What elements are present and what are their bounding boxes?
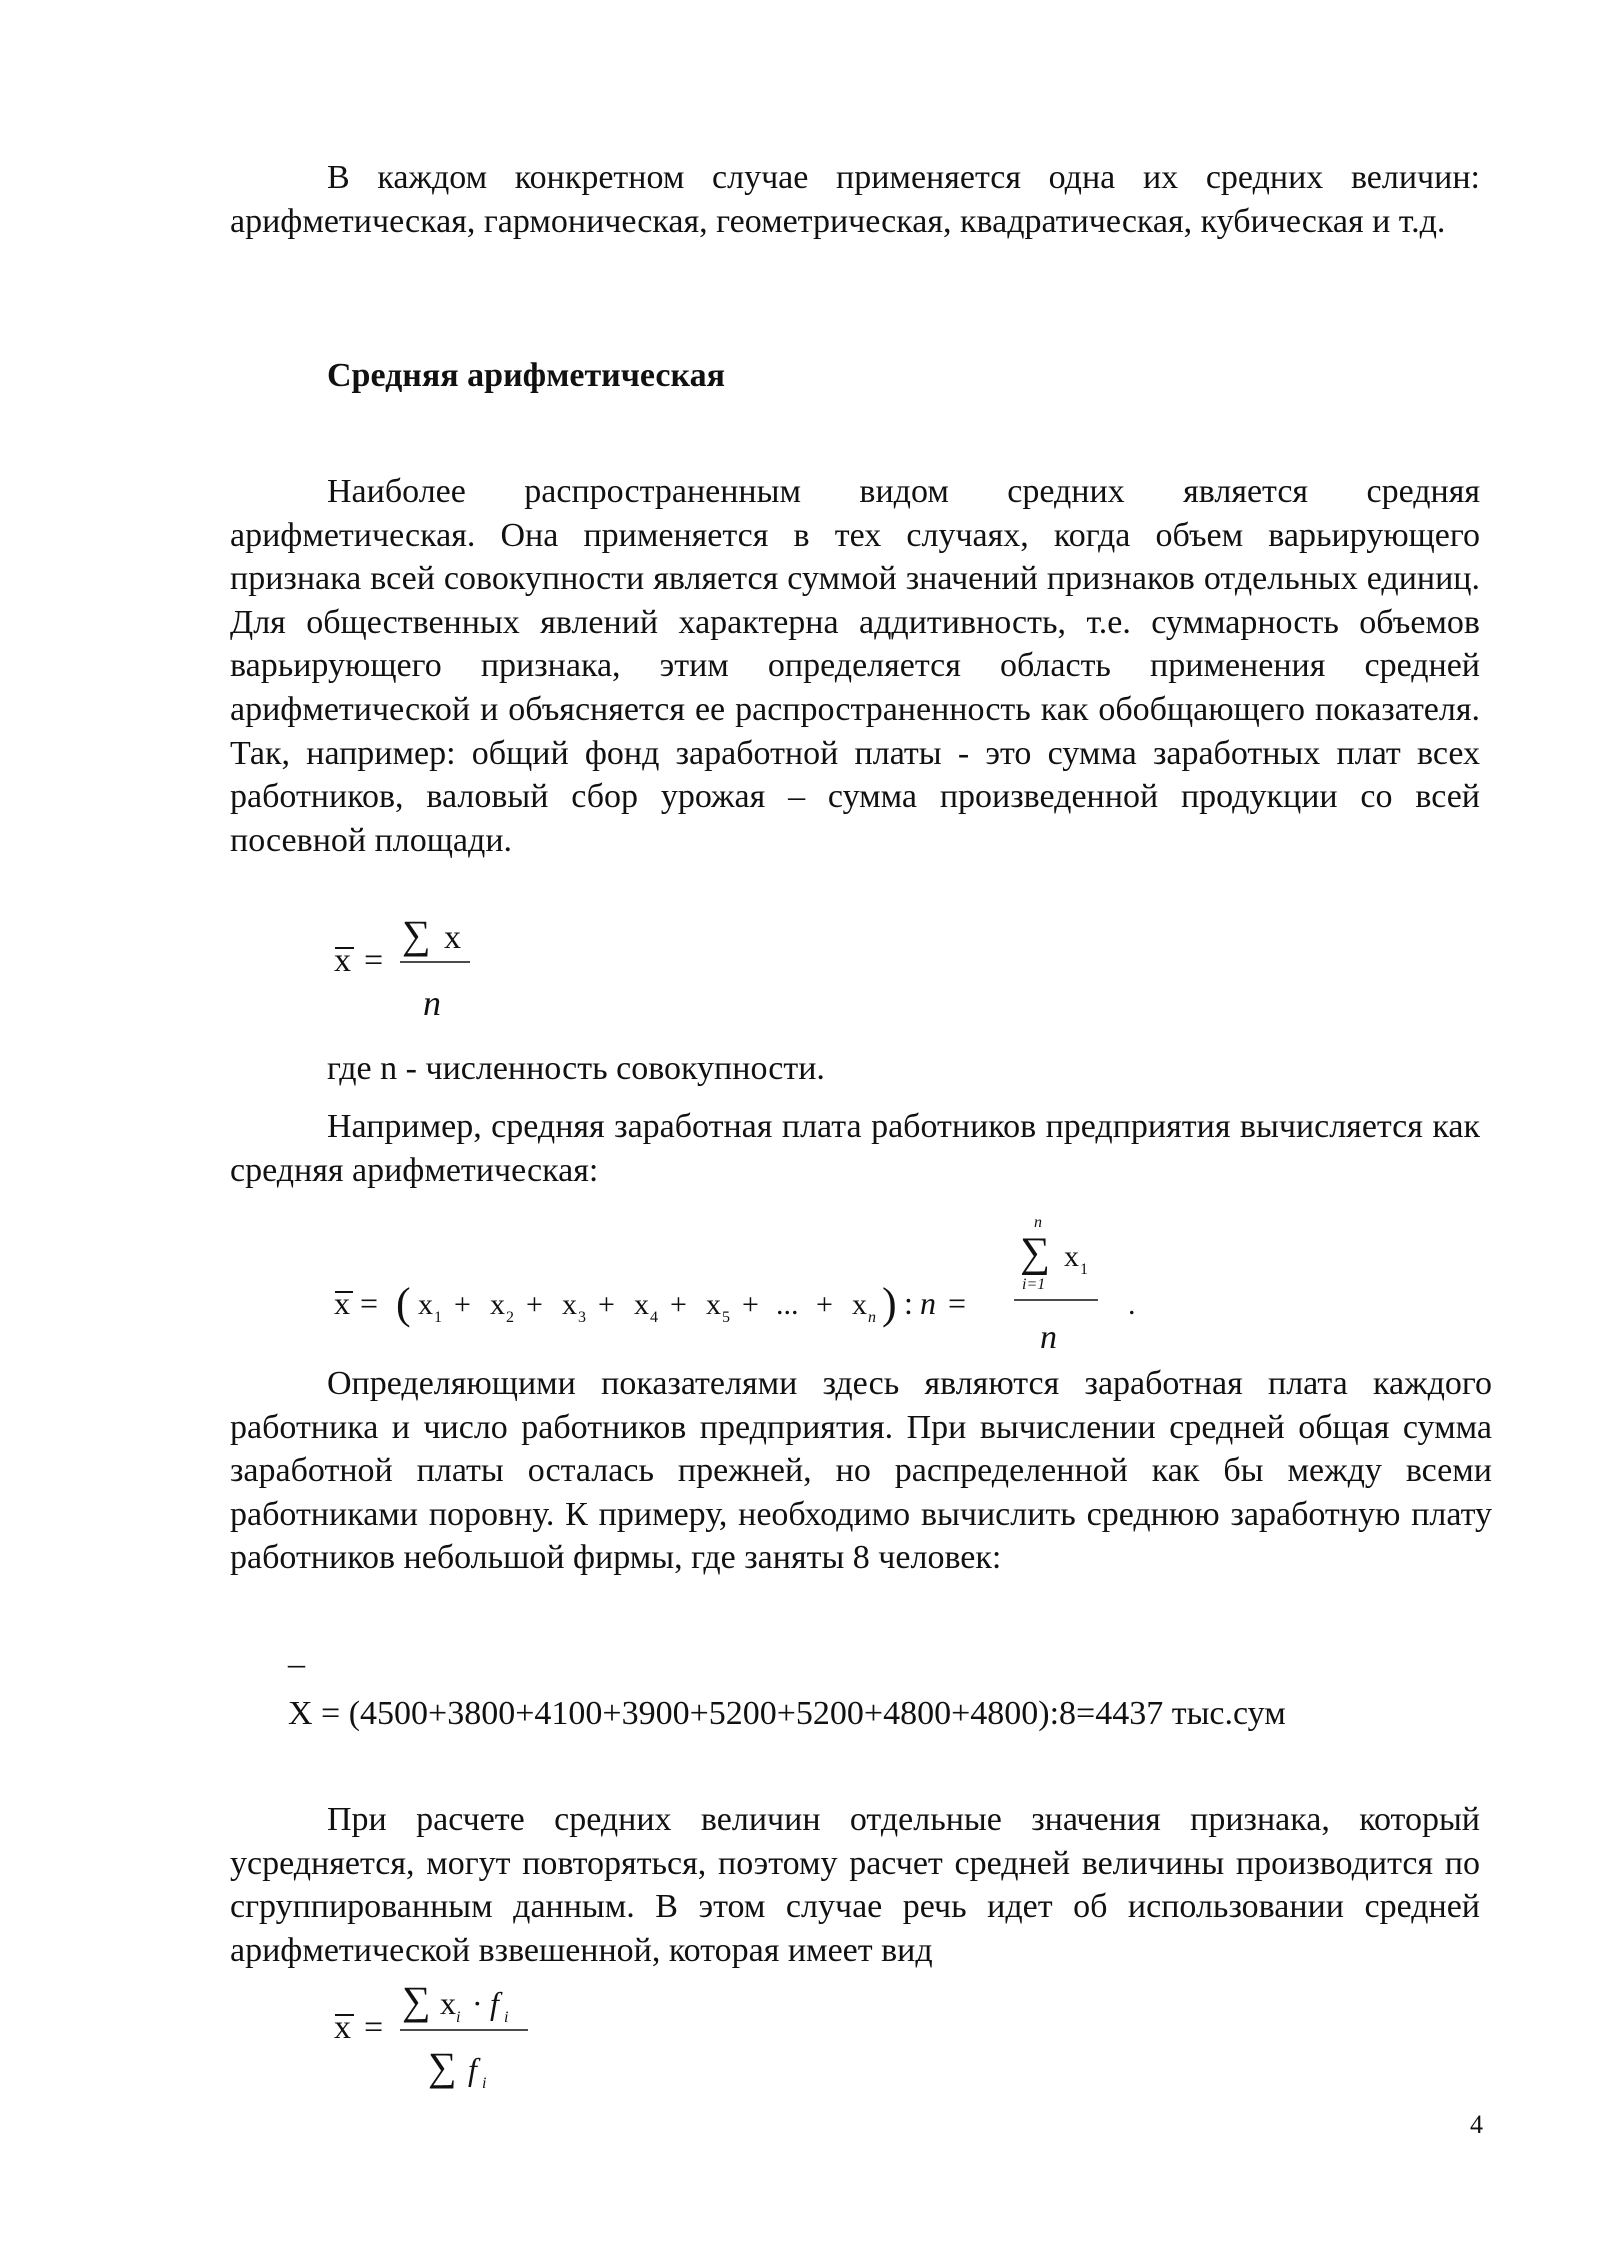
term-x3-sub: 3 [578, 1309, 586, 1326]
formula-weighted-mean [330, 1978, 550, 2102]
term-xn-sub: n [868, 1309, 876, 1326]
denominator: n [1040, 1319, 1057, 1356]
formula-equals: = [364, 942, 384, 979]
example-calculation: X = (4500+3800+4100+3900+5200+5200+4800+4800):8=4437 тыс.сум [288, 1695, 1286, 1732]
formula-equals: = [360, 1285, 379, 1321]
plus-sign: + [598, 1288, 615, 1321]
numerator-variable: x [1064, 1240, 1079, 1273]
plus-sign: + [816, 1288, 833, 1321]
plus-sign: + [670, 1288, 687, 1321]
term-x4: x [634, 1288, 649, 1321]
trailing-period: . [1128, 1288, 1136, 1321]
formula-lhs: x [334, 942, 351, 979]
numerator-f: f [490, 1985, 499, 2021]
numerator-variable: x [444, 919, 461, 956]
formula-explanation: где n - численность совокупности. [327, 1050, 825, 1087]
term-x2-sub: 2 [506, 1309, 514, 1326]
ellipsis: ... [776, 1288, 799, 1321]
paragraph-weighted-mean: При расчете средних величин отдельные значения признака, который усредняется, могут повторяться, поэтому расчет средней величины производится по сгруппированным данным. В этом случае речь идет об использовании средней арифметической взвешенной, которая имеет вид [230, 1801, 1480, 1969]
term-x4-sub: 4 [650, 1309, 658, 1326]
open-paren: ( [396, 1279, 411, 1328]
term-x1: x [418, 1288, 433, 1321]
term-x3: x [562, 1288, 577, 1321]
term-x1-sub: 1 [434, 1309, 442, 1326]
plus-sign: + [742, 1288, 759, 1321]
denominator-sum-sign: ∑ [428, 2044, 457, 2089]
paragraph-salary-example: Например, средняя заработная плата работников предприятия вычисляется как средняя арифметическая: [230, 1108, 1480, 1189]
paragraph-determinants: Определяющими показателями здесь являются заработная плата каждого работника и число работников предприятия. При вычислении средней общая сумма заработной платы осталась прежней, но распределенной как бы между всеми работниками поровну. К примеру, необходимо вычислить среднюю заработную плату работников небольшой фирмы, где заняты 8 человек: [230, 1365, 1492, 1577]
numerator-x-sub: i [456, 2009, 461, 2026]
paragraph-arithmetic-mean: Наиболее распространенным видом средних является средняя арифметическая. Она применяется в тех случаях, когда объем варьирующего признака всей совокупности является суммой значений признаков отдельных единиц. Для общественных явлений характерна аддитивность, т.е. суммарность объемов варьирующего признака, этим определяется область применения средней арифметической и объясняется ее распространенность как обобщающего показателя. Так, например: общий фонд заработной платы - это сумма заработных плат всех работников, валовый сбор урожая – сумма произведенной продукции со всей посевной площади. [230, 473, 1480, 859]
multiply-dot: · [472, 1985, 483, 2021]
numerator-subscript: 1 [1080, 1261, 1088, 1278]
sum-upper-limit: n [1034, 1214, 1042, 1231]
sum-sign: ∑ [402, 912, 431, 957]
formula-equals-2: = [948, 1285, 967, 1321]
denominator-f-sub: i [482, 2075, 487, 2092]
numerator-f-sub: i [504, 2009, 509, 2026]
section-heading: Средняя арифметическая [327, 357, 725, 394]
plus-sign: + [454, 1288, 471, 1321]
term-x2: x [490, 1288, 505, 1321]
example-bar: _ [288, 1634, 305, 1671]
formula-simple-mean [330, 912, 490, 1025]
sum-sign: ∑ [1020, 1230, 1050, 1276]
formula-lhs: x [334, 2009, 351, 2046]
sum-sign: ∑ [402, 1978, 431, 2023]
formula-salary-mean [330, 1210, 1170, 1360]
colon: : [904, 1285, 913, 1321]
intro-paragraph: В каждом конкретном случае применяется одна их средних величин: арифметическая, гармоническая, геометрическая, квадратическая, кубическая и т.д. [230, 159, 1480, 240]
close-paren: ) [882, 1279, 897, 1328]
term-x5: x [706, 1288, 721, 1321]
sum-lower-limit: i=1 [1022, 1276, 1046, 1293]
numerator-x: x [440, 1985, 456, 2021]
page-number: 4 [1470, 2110, 1483, 2139]
divisor-n: n [920, 1285, 936, 1321]
denominator-f: f [468, 2051, 477, 2087]
term-x5-sub: 5 [722, 1309, 730, 1326]
term-xn: x [852, 1288, 867, 1321]
formula-equals: = [364, 2009, 384, 2046]
plus-sign: + [526, 1288, 543, 1321]
denominator: n [423, 983, 441, 1023]
formula-lhs: x [334, 1285, 350, 1321]
